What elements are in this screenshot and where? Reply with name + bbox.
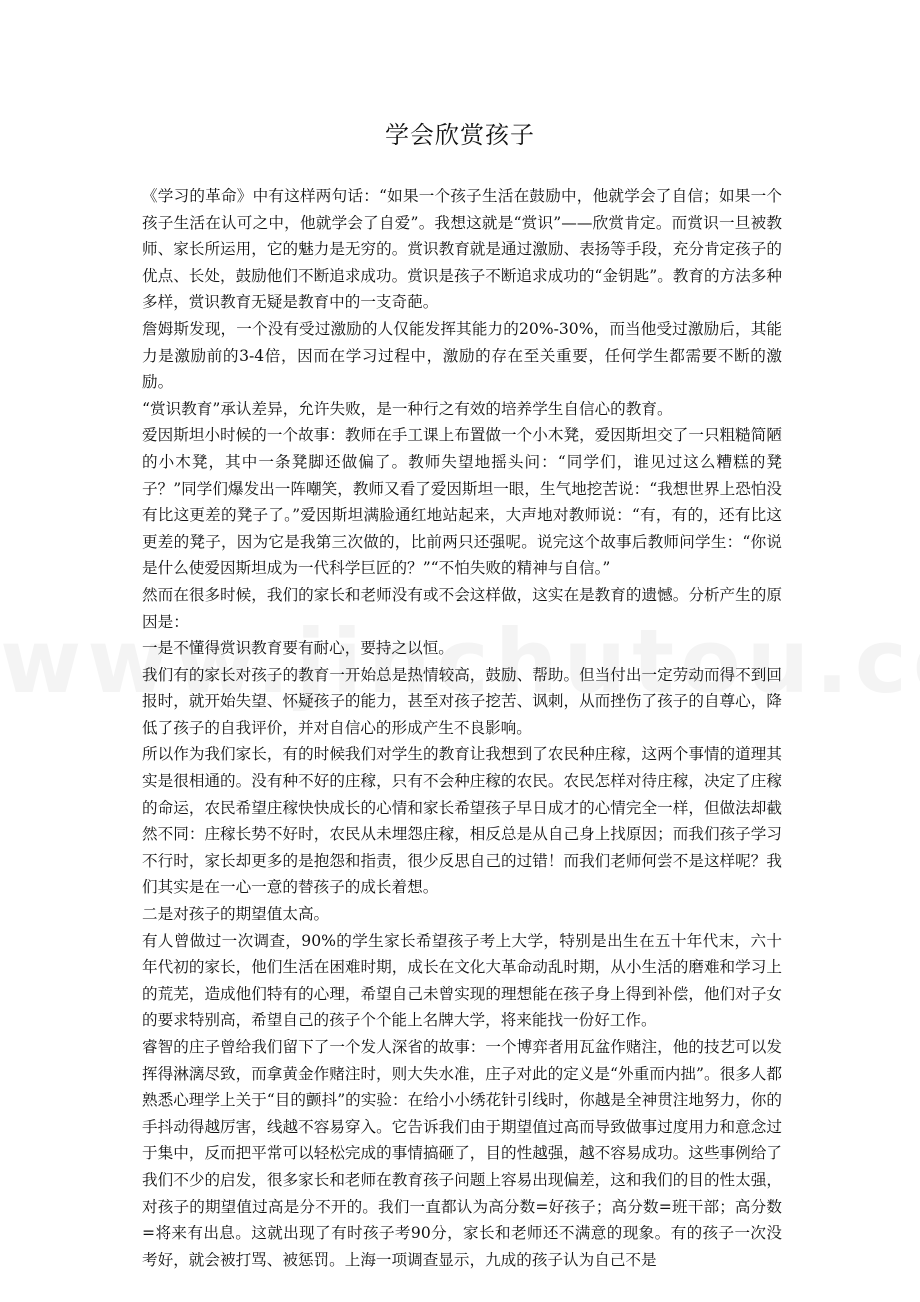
paragraph: 一是不懂得赏识教育要有耐心，要持之以恒。 — [142, 639, 454, 658]
paragraph: 詹姆斯发现，一个没有受过激励的人仅能发挥其能力的20%-30%，而当他受过激励后，其能力是激励前的3-4倍，因而在学习过程中，激励的存在至关重要，任何学生都需要不断的激励。 — [142, 319, 782, 392]
document-body — [142, 183, 782, 1273]
paragraph: 爱因斯坦小时候的一个故事：教师在手工课上布置做一个小木凳，爱因斯坦交了一只粗糙简陋的小木凳，其中一条凳脚还做偏了。教师失望地摇头问：“同学们，谁见过这么糟糕的凳子？”同学们爆发出一阵嘲笑，教师又看了爱因斯坦一眼，生气地挖苦说：“我想世界上恐怕没有比这更差的凳子了。”爱因斯坦满脸通红地站起来，大声地对教师说：“有，有的，还有比这更差的凳子，因为它是我第三次做的，比前两只还强呢。说完这个故事后教师问学生：“你说是什么使爱因斯坦成为一代科学巨匠的？”“不怕失败的精神与自信。” — [142, 426, 782, 578]
paragraph: 睿智的庄子曾给我们留下了一个发人深省的故事：一个博弈者用瓦盆作赌注，他的技艺可以发挥得淋漓尽致，而拿黄金作赌注时，则大失水准，庄子对此的定义是“外重而内拙”。很多人都熟悉心理学上关于“目的颤抖”的实验：在给小小绣花针引线时，你越是全神贯注地努力，你的手抖动得越厉害，线越不容易穿入。它告诉我们由于期望值过高而导致做事过度用力和意念过于集中，反而把平常可以轻松完成的事情搞砸了，目的性越强，越不容易成功。这些事例给了我们不少的启发，很多家长和老师在教育孩子问题上容易出现偏差，这和我们的目的性太强，对孩子的期望值过高是分不开的。我们一直都认为高分数=好孩子；高分数=班干部；高分数=将来有出息。这就出现了有时孩子考90分，家长和老师还不满意的现象。有的孩子一次没考好，就会被打骂、被惩罚。上海一项调查显示，九成的孩子认为自己不是 — [142, 1038, 782, 1269]
paragraph: “赏识教育”承认差异，允许失败，是一种行之有效的培养学生自信心的教育。 — [142, 399, 673, 418]
document-title: 学会欣赏孩子 — [385, 121, 535, 149]
paragraph: 然而在很多时候，我们的家长和老师没有或不会这样做，这实在是教育的遗憾。分析产生的原因是： — [142, 585, 782, 631]
paragraph: 二是对孩子的期望值太高。 — [142, 905, 330, 924]
paragraph: 所以作为我们家长，有的时候我们对学生的教育让我想到了农民种庄稼，这两个事情的道理其实是很相通的。没有种不好的庄稼，只有不会种庄稼的农民。农民怎样对待庄稼，决定了庄稼的命运，农民希望庄稼快快成长的心情和家长希望孩子早日成才的心情完全一样，但做法却截然不同：庄稼长势不好时，农民从未埋怨庄稼，相反总是从自己身上找原因；而我们孩子学习不行时，家长却更多的是抱怨和指责，很少反思自己的过错！而我们老师何尝不是这样呢？我们其实是在一心一意的替孩子的成长着想。 — [142, 745, 782, 897]
paragraph: 有人曾做过一次调查，90%的学生家长希望孩子考上大学，特别是出生在五十年代末，六十年代初的家长，他们生活在困难时期，成长在文化大革命动乱时期，从小生活的磨难和学习上的荒芜，造成他们特有的心理，希望自己未曾实现的理想能在孩子身上得到补偿，他们对子女的要求特别高，希望自己的孩子个个能上名牌大学，将来能找一份好工作。 — [142, 931, 782, 1030]
paragraph: 《学习的革命》中有这样两句话：“如果一个孩子生活在鼓励中，他就学会了自信；如果一个孩子生活在认可之中，他就学会了自爱”。我想这就是“赏识”——欣赏肯定。而赏识一旦被教师、家长所运用，它的魅力是无穷的。赏识教育就是通过激励、表扬等手段，充分肯定孩子的优点、长处，鼓励他们不断追求成功。赏识是孩子不断追求成功的“金钥匙”。教育的方法多种多样，赏识教育无疑是教育中的一支奇葩。 — [142, 187, 782, 312]
paragraph: 我们有的家长对孩子的教育一开始总是热情较高，鼓励、帮助。但当付出一定劳动而得不到回报时，就开始失望、怀疑孩子的能力，甚至对孩子挖苦、讽刺，从而挫伤了孩子的自尊心，降低了孩子的自我评价，并对自信心的形成产生不良影响。 — [142, 665, 782, 737]
